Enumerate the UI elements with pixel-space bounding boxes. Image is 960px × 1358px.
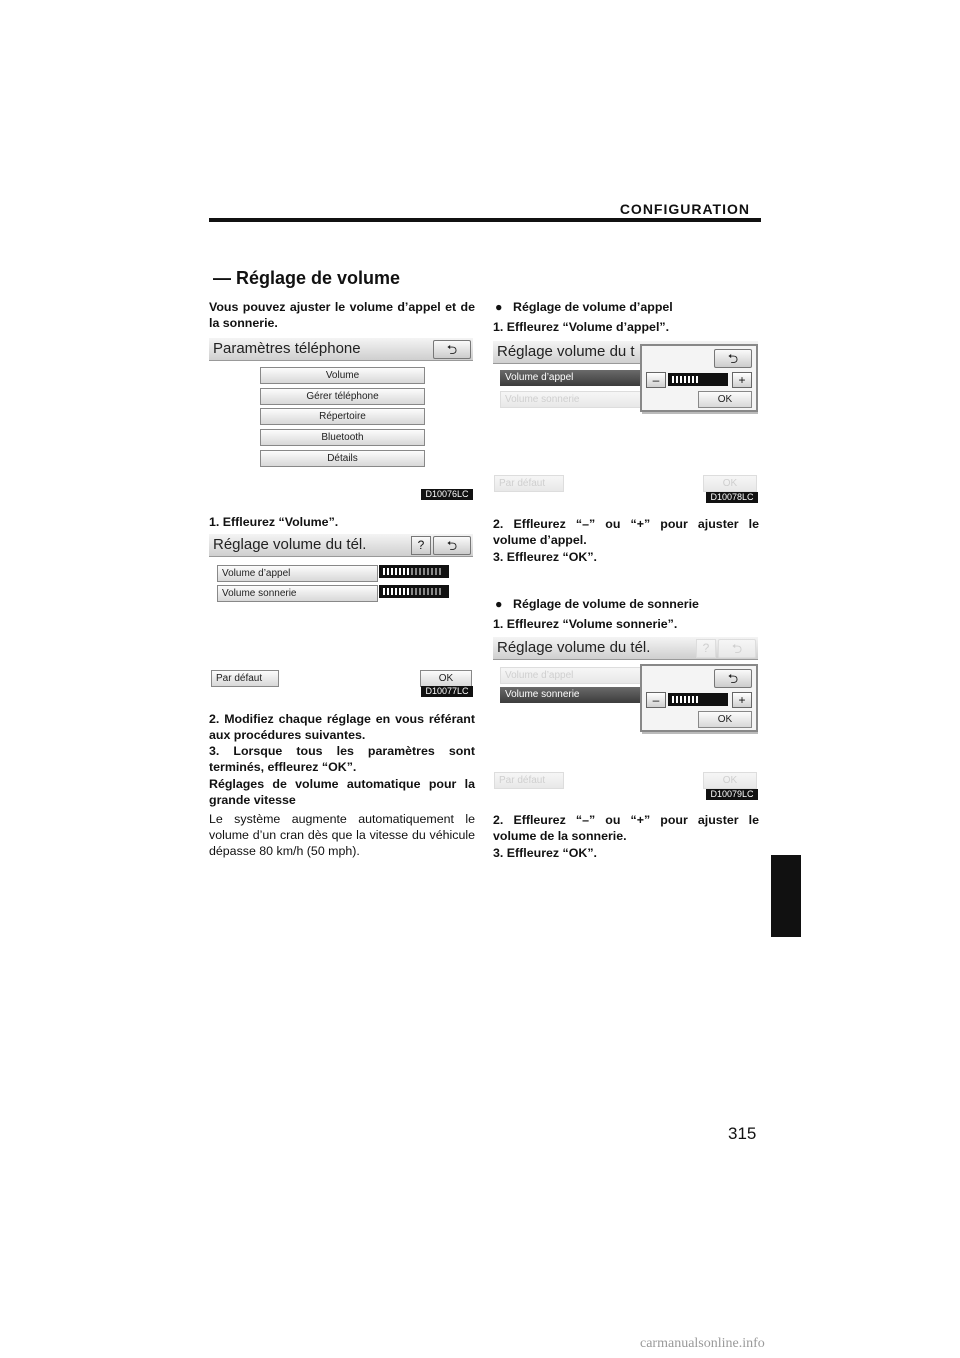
volume-level-bar: [668, 373, 728, 386]
screen-title: Réglage volume du t: [497, 343, 635, 360]
back-icon[interactable]: ⮌: [714, 349, 752, 368]
default-button[interactable]: Par défaut: [494, 772, 564, 789]
plus-button[interactable]: +: [732, 372, 752, 388]
back-icon[interactable]: ⮌: [433, 340, 471, 359]
default-button[interactable]: Par défaut: [494, 475, 564, 492]
screen-phone-settings: [209, 338, 473, 500]
bluetooth-button[interactable]: Bluetooth: [260, 429, 425, 446]
volume-stepper: [646, 372, 752, 388]
screen-title: Réglage volume du tél.: [497, 639, 651, 656]
details-button[interactable]: Détails: [260, 450, 425, 467]
section-title: — Réglage de volume: [213, 268, 401, 288]
header-rule: [209, 218, 761, 222]
ringer-volume-bar: [379, 585, 449, 598]
screen-volume-settings: [209, 534, 473, 697]
bullet-icon: ●: [495, 597, 503, 611]
manage-phone-button[interactable]: Gérer téléphone: [260, 388, 425, 405]
plus-button[interactable]: +: [732, 692, 752, 708]
title-bar: [209, 534, 473, 557]
screen-ringer-volume: [493, 637, 758, 800]
ringer-volume-button[interactable]: Volume sonnerie: [217, 585, 378, 602]
ringer-volume-button[interactable]: Volume sonnerie: [500, 391, 642, 408]
body-text: Le système augmente automatiquement le volume d’un cran dès que la vitesse du véhicule dépasse 80 km/h (50 mph).: [209, 812, 475, 858]
volume-popup: [640, 664, 758, 732]
screen-title: Réglage volume du tél.: [213, 536, 367, 553]
chapter-tab: [771, 855, 801, 937]
help-icon[interactable]: ?: [411, 536, 431, 555]
back-icon[interactable]: ⮌: [433, 536, 471, 555]
sub-heading: Réglages de volume automatique pour la grande vitesse: [209, 777, 475, 807]
figure-code: D10079LC: [706, 789, 758, 800]
call-volume-button[interactable]: Volume d’appel: [217, 565, 378, 582]
step-3: 3. Lorsque tous les paramètres sont terminés, effleurez “OK”.: [209, 744, 475, 774]
figure-code: D10077LC: [421, 686, 473, 697]
screen-title: Paramètres téléphone: [213, 340, 361, 357]
call-volume-button[interactable]: Volume d’appel: [500, 667, 642, 684]
intro-text: Vous pouvez ajuster le volume d’appel et de la sonnerie.: [209, 300, 475, 330]
r2-step-1: 1. Effleurez “Volume sonnerie”.: [493, 617, 678, 631]
heading-call-volume: Réglage de volume d’appel: [513, 300, 673, 314]
call-volume-bar: [379, 565, 449, 578]
volume-popup: [640, 344, 758, 412]
ok-button[interactable]: OK: [420, 670, 472, 687]
volume-button[interactable]: Volume: [260, 367, 425, 384]
step-2: 2. Modifiez chaque réglage en vous référant aux procédures suivantes.: [209, 712, 475, 742]
volume-level-bar: [668, 693, 728, 706]
running-header: CONFIGURATION: [619, 201, 750, 217]
ok-button[interactable]: OK: [698, 391, 752, 408]
ok-button[interactable]: OK: [698, 711, 752, 728]
page-number: 315: [728, 1124, 757, 1143]
watermark: carmanualsonline.info: [640, 1336, 765, 1351]
phonebook-button[interactable]: Répertoire: [260, 408, 425, 425]
bullet-icon: ●: [495, 300, 503, 314]
help-icon[interactable]: ?: [696, 639, 716, 658]
r1-step-1: 1. Effleurez “Volume d’appel”.: [493, 320, 670, 334]
screen-call-volume: [493, 341, 758, 503]
r1-step-2: 2. Effleurez “–” ou “+” pour ajuster le volume d’appel.: [493, 517, 759, 547]
heading-ringer-volume: Réglage de volume de sonnerie: [513, 597, 699, 611]
ringer-volume-selected[interactable]: Volume sonnerie: [500, 687, 641, 703]
ok-button-dim[interactable]: OK: [703, 772, 757, 789]
r1-step-3: 3. Effleurez “OK”.: [493, 550, 597, 564]
step-1: 1. Effleurez “Volume”.: [209, 515, 339, 529]
ok-button-dim[interactable]: OK: [703, 475, 757, 492]
title-bar: [493, 637, 758, 660]
figure-code: D10078LC: [706, 492, 758, 503]
volume-stepper: [646, 692, 752, 708]
call-volume-selected[interactable]: Volume d’appel: [500, 370, 641, 386]
r2-step-3: 3. Effleurez “OK”.: [493, 846, 597, 860]
back-icon[interactable]: ⮌: [714, 669, 752, 688]
title-bar: [209, 338, 473, 361]
minus-button[interactable]: –: [646, 372, 666, 388]
default-button[interactable]: Par défaut: [211, 670, 279, 687]
figure-code: D10076LC: [421, 489, 473, 500]
r2-step-2: 2. Effleurez “–” ou “+” pour ajuster le volume de la sonnerie.: [493, 813, 759, 843]
minus-button[interactable]: –: [646, 692, 666, 708]
back-icon-dim[interactable]: ⮌: [718, 639, 756, 658]
